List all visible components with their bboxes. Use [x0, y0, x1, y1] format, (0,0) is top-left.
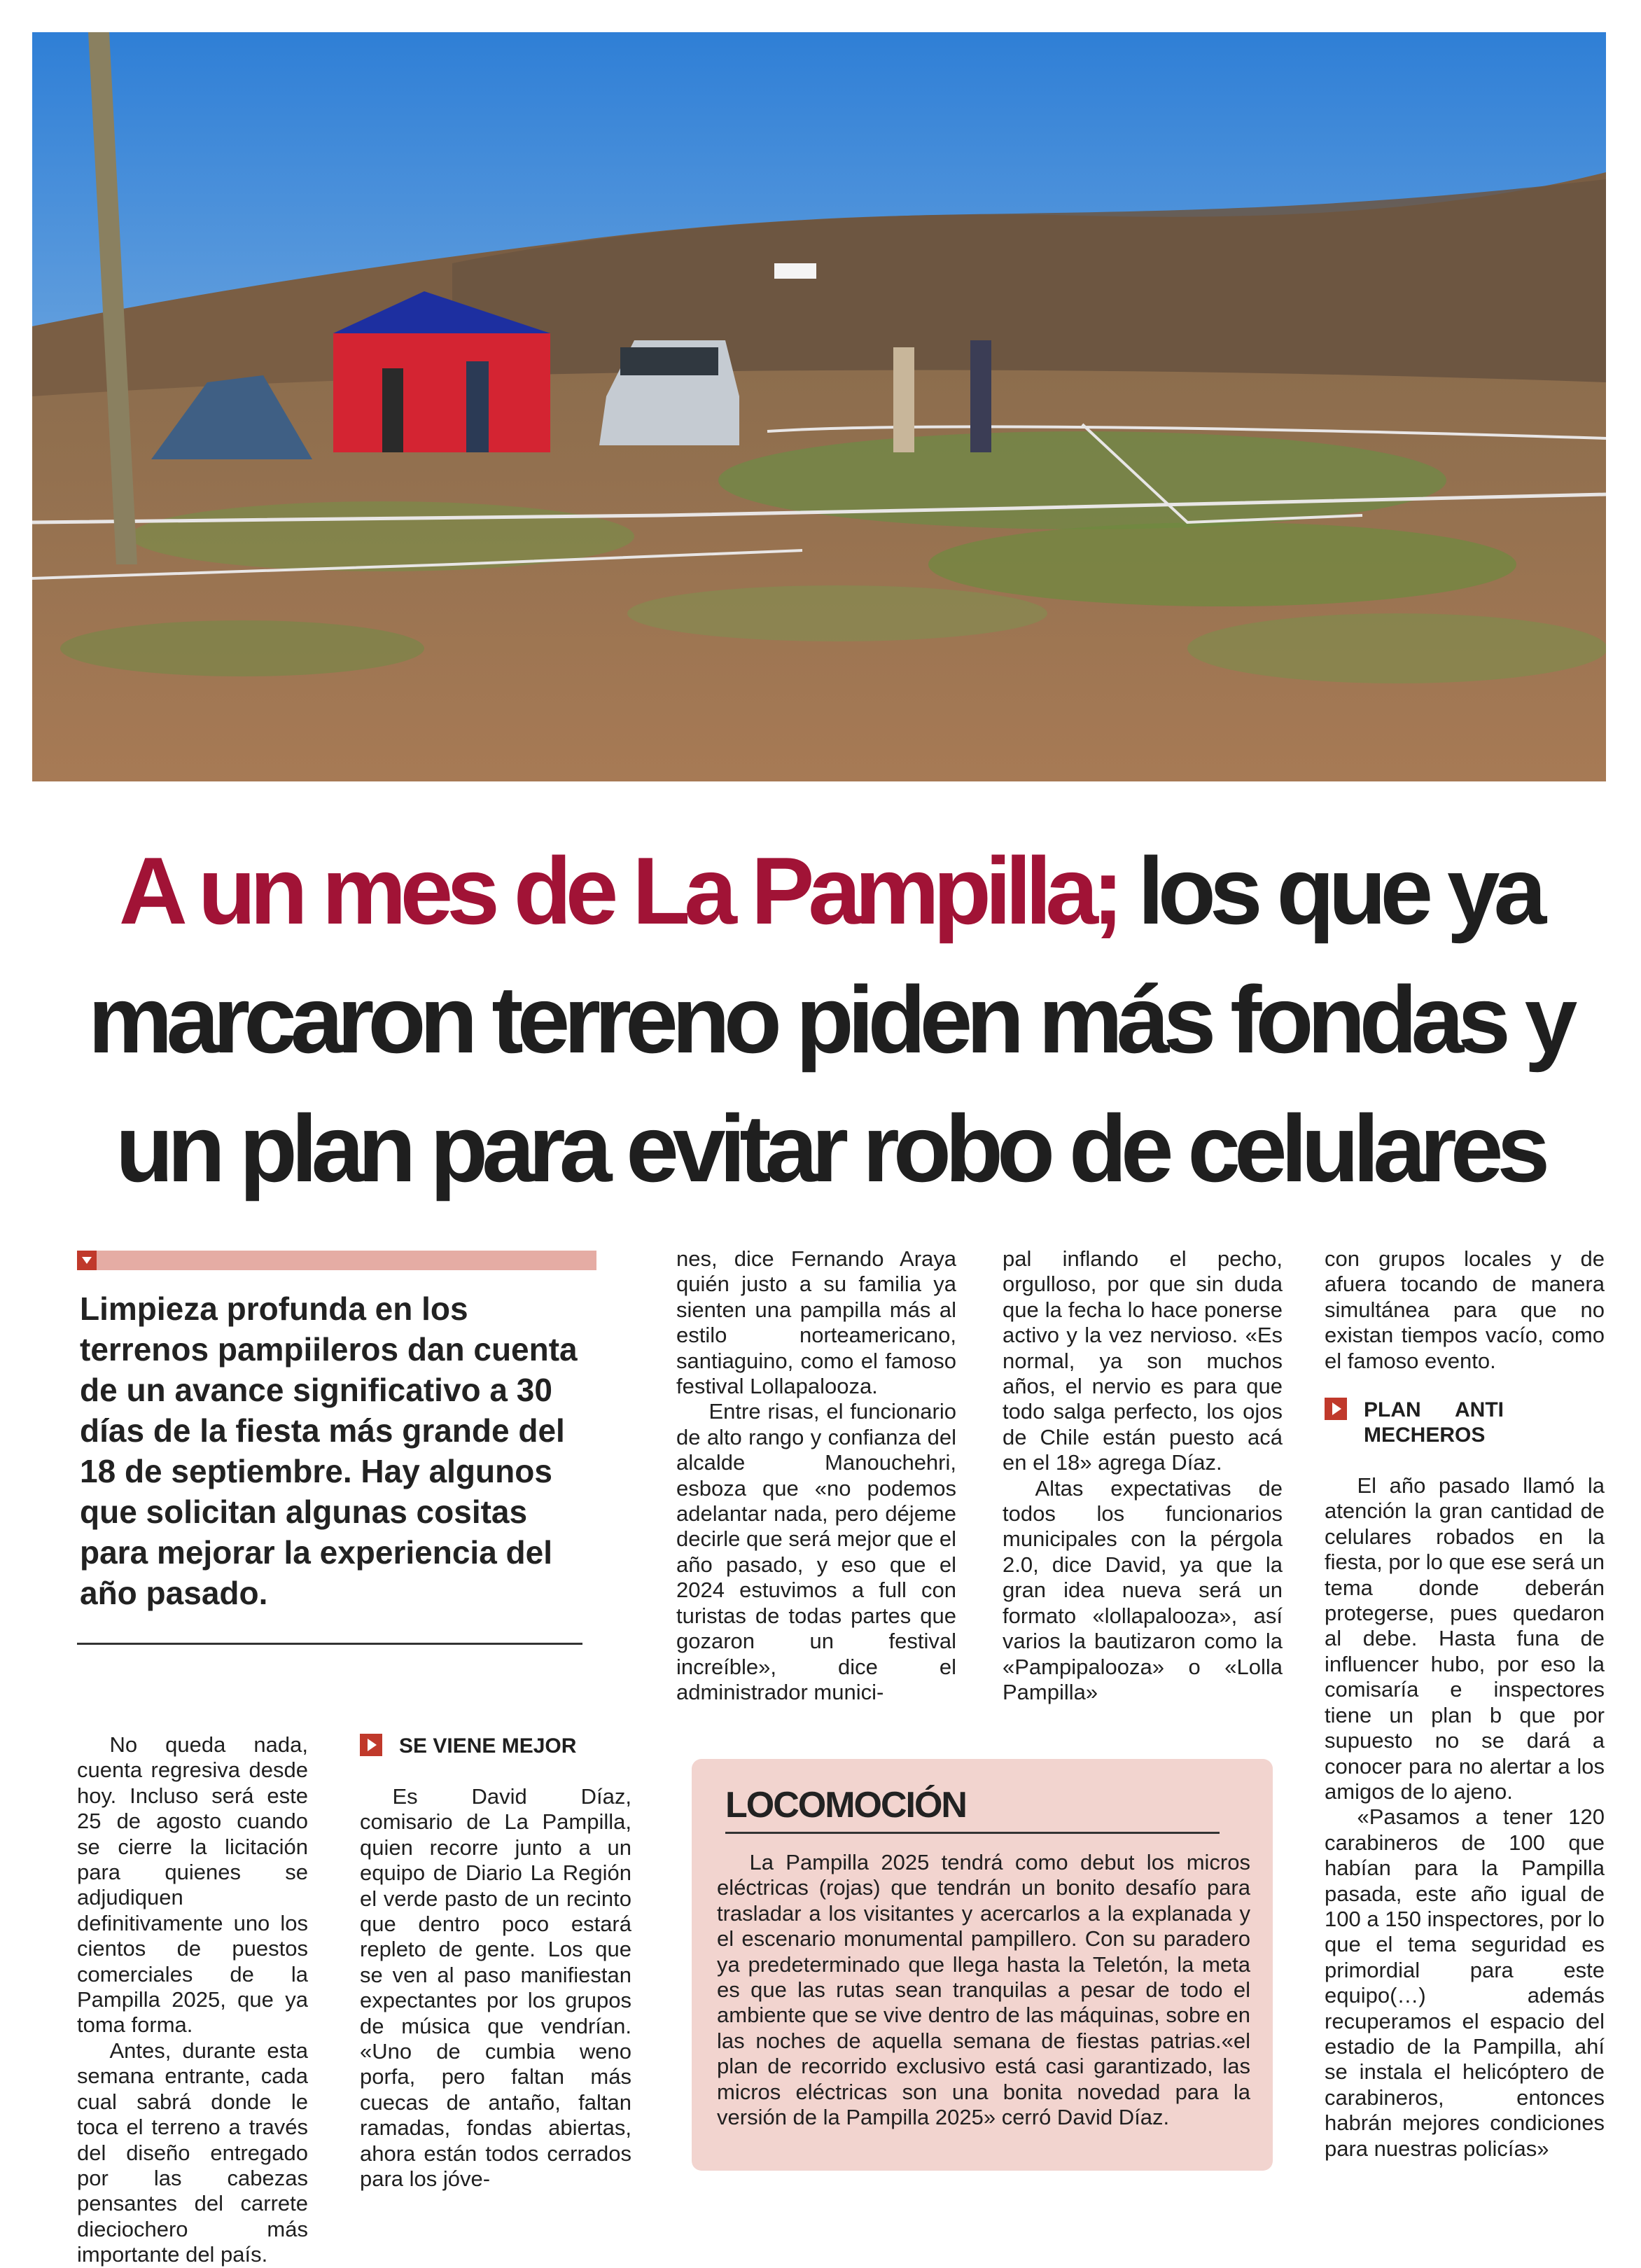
lead-divider [77, 1643, 582, 1645]
column-5 [1325, 1246, 1605, 2162]
box-body [717, 1850, 1250, 2130]
paragraph: Antes, durante esta semana entrante, cada cual sabrá donde le toca el terreno a través del diseño entregado por las cabezas pensantes del carrete dieciochero más importante del país. [77, 2038, 308, 2267]
kicker-bar [77, 1251, 596, 1270]
subhead-label: SE VIENE MEJOR [399, 1734, 577, 1758]
column-4 [1003, 1246, 1283, 1705]
box-title: LOCOMOCIÓN [725, 1785, 966, 1825]
subhead-label: PLAN ANTI MECHEROS [1364, 1398, 1504, 1447]
paragraph: Altas expectativas de todos los funcionarios municipales con la pérgola 2.0, dice David, ya que la gran idea nueva será un formato «lollapalooza», así varios la bautizaron como la «Pampipalooza» o «Lolla Pampilla» [1003, 1475, 1283, 1704]
play-icon [1325, 1398, 1347, 1420]
paragraph: El año pasado llamó la atención la gran cantidad de celulares robados en la fiesta, por lo que ese será un tema donde deberán protegerse, pues quedaron al debe. Hasta funa de influencer hubo, por eso la comisaría e inspectores tiene un plan b que por supuesto no se dará a conocer para no alertar a los amigos de lo ajeno. [1325, 1473, 1605, 1804]
paragraph: Es David Díaz, comisario de La Pampilla, quien recorre junto a un equipo de Diario La Región el verde pasto de un recinto que dentro poco estará repleto de gente. Los que se ven al paso manifiestan expectantes por los grupos de música que vendrían. «Uno de cumbia weno porfa, pero faltan más cuecas de antaño, faltan ramadas, fondas abiertas, ahora están todos cerrados para los jóve- [360, 1784, 631, 2192]
play-icon [360, 1734, 382, 1756]
paragraph: La Pampilla 2025 tendrá como debut los micros eléctricas (rojas) que tendrán un bonito desafío para trasladar a los visitantes y acercarlos a la explanada y el escenario monumental pampillero. Con su paradero ya predeterminado que llega hasta la Teletón, la meta es que las rutas sean tranquilas a pesar de todo el ambiente que se vive dentro de las máquinas, sobre en las noches de aquella semana de fiestas patrias.«el plan de recorrido exclusivo está casi garantizado, las micros eléctricas son una bonita novedad para la versión de la Pampilla 2025» cerró David Díaz. [717, 1850, 1250, 2130]
paragraph: con grupos locales y de afuera tocando de manera simultánea para que no existan tiempos vacío, como el famoso evento. [1325, 1246, 1605, 1373]
paragraph: Entre risas, el funcionario de alto rango y confianza del alcalde Manouchehri, esboza que «no podemos adelantar nada, pero déjeme decirle que será mejor que el año pasado, y eso que el 2024 estuvimos a full con turistas de todas partes que gozaron un festival increíble», dice el administrador munici- [676, 1399, 956, 1704]
lead-paragraph: Limpieza profunda en los terrenos pampiileros dan cuenta de un avance significativo a 30 días de la fiesta más grande del 18 de septiembre. Hay algunos que solicitan algunas cositas para mejorar la experiencia del año pasado. [80, 1290, 578, 1611]
headline-highlight: A un mes de La Pampilla; [118, 837, 1118, 944]
column-2 [360, 1734, 631, 2192]
locomocion-box [692, 1759, 1273, 2171]
column-1 [77, 1732, 308, 2268]
subhead-se-viene-mejor [360, 1734, 631, 1759]
paragraph: nes, dice Fernando Araya quién justo a su familia ya sienten una pampilla más al estilo norteamericano, santiaguino, como el famoso festival Lollapalooza. [676, 1246, 956, 1399]
paragraph: «Pasamos a tener 120 carabineros de 100 que habían para la Pampilla pasada, este año igual de 100 a 150 inspectores, por lo que el tema seguridad es primordial para este equipo(…) además recuperamos el espacio del estadio de la Pampilla, ahí se instala el helicóptero de carabineros, entonces habrán mejores condiciones para nuestras policías» [1325, 1804, 1605, 2161]
box-divider [725, 1832, 1220, 1834]
headline [84, 826, 1575, 1213]
paragraph: pal inflando el pecho, orgulloso, por que sin duda que la fecha lo hace ponerse activo y la vez nervioso. «Es normal, ya son muchos años, el nervio es para que todo salga perfecto, los ojos de Chile están puesto acá en el 18» agrega Díaz. [1003, 1246, 1283, 1475]
campsite-photo [32, 32, 1606, 781]
subhead-plan-anti-mecheros [1325, 1398, 1605, 1448]
paragraph: No queda nada, cuenta regresiva desde hoy. Incluso será este 25 de agosto cuando se cierre la licitación para quienes se adjudiquen definitivamente uno los cientos de puestos comerciales de la Pampilla 2025, que ya toma forma. [77, 1732, 308, 2038]
headline-rest: los que ya marcaron terreno piden más fondas y un plan para evitar robo de celulares [88, 837, 1572, 1202]
down-arrow-icon [77, 1251, 97, 1270]
column-3 [676, 1246, 956, 1705]
